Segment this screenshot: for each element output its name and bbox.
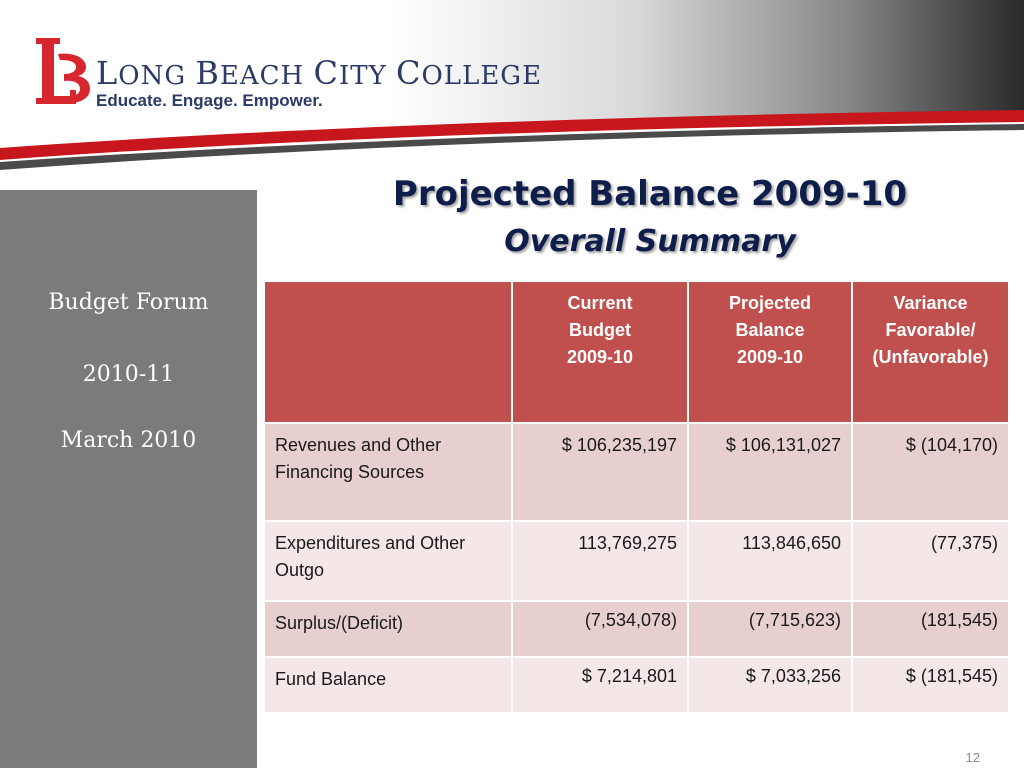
row-label: Revenues and Other Financing Sources: [264, 423, 512, 521]
cell-variance: $ (104,170): [852, 423, 1009, 521]
cell-variance: (77,375): [852, 521, 1009, 601]
row-label: Surplus/(Deficit): [264, 601, 512, 657]
table-header-projected-balance: Projected Balance 2009-10: [688, 281, 852, 423]
cell-projected: $ 106,131,027: [688, 423, 852, 521]
cell-variance: (181,545): [852, 601, 1009, 657]
table-row: [264, 423, 1009, 521]
table-header-variance: Variance Favorable/ (Unfavorable): [852, 281, 1009, 423]
college-name: LONG BEACH CITY COLLEGE: [96, 54, 543, 92]
cell-projected: (7,715,623): [688, 601, 852, 657]
cell-projected: 113,846,650: [688, 521, 852, 601]
table-header-row: [264, 281, 1009, 423]
cell-current: (7,534,078): [512, 601, 688, 657]
cell-current: 113,769,275: [512, 521, 688, 601]
row-label: Fund Balance: [264, 657, 512, 713]
slide-header: [0, 0, 1024, 195]
sidebar-fiscal-year: 2010-11: [82, 362, 175, 387]
table-header-empty: [264, 281, 512, 423]
sidebar-date: March 2010: [60, 428, 197, 453]
sidebar-panel: [0, 190, 257, 768]
table-header-current-budget: Current Budget 2009-10: [512, 281, 688, 423]
slide-title: Projected Balance 2009-10: [392, 174, 908, 214]
cell-variance: $ (181,545): [852, 657, 1009, 713]
cell-current: $ 106,235,197: [512, 423, 688, 521]
table-row: [264, 601, 1009, 657]
slide-subtitle: Overall Summary: [504, 224, 796, 259]
sidebar-event-title: Budget Forum: [48, 290, 209, 315]
row-label: Expenditures and Other Outgo: [264, 521, 512, 601]
table-row: [264, 657, 1009, 713]
table-row: [264, 521, 1009, 601]
college-tagline: Educate. Engage. Empower.: [96, 91, 323, 110]
cell-current: $ 7,214,801: [512, 657, 688, 713]
budget-summary-table: [263, 280, 1010, 714]
page-number: 12: [965, 750, 980, 765]
cell-projected: $ 7,033,256: [688, 657, 852, 713]
lbcc-logo-icon: [30, 34, 92, 108]
